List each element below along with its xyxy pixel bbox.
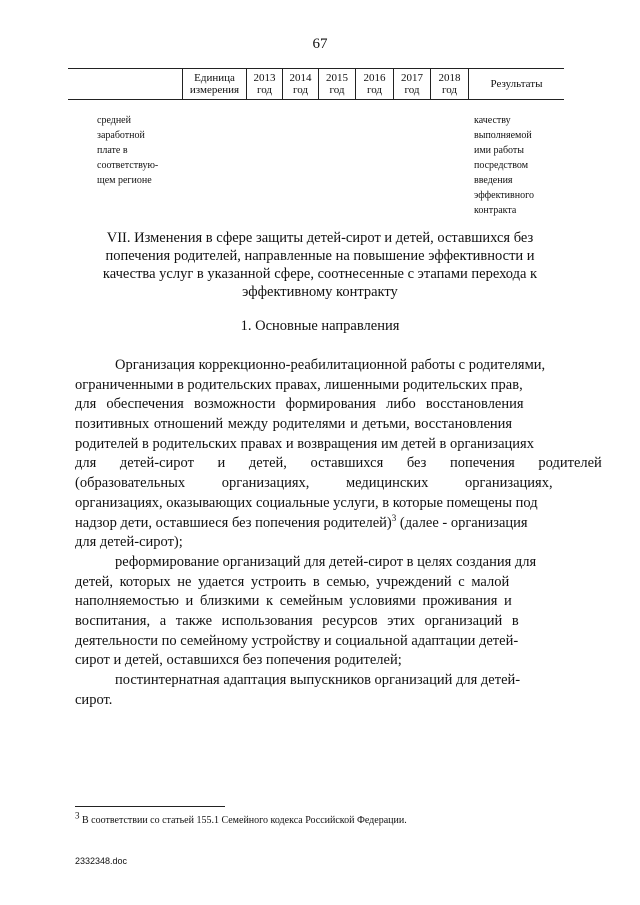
year-header-2018 bbox=[430, 69, 468, 99]
subsection-title: 1. Основные направления bbox=[240, 318, 400, 334]
year-header-2016 bbox=[355, 69, 393, 99]
results-line: ими работы bbox=[474, 145, 525, 156]
indicator-line: средней bbox=[97, 115, 131, 126]
year-header-2014 bbox=[282, 69, 318, 99]
indicator-line: плате в bbox=[97, 145, 128, 156]
section-title-line: эффективному контракту bbox=[242, 284, 398, 300]
paragraph-text: надзор дети, оставшиеся без попечения родителей) bbox=[75, 514, 392, 531]
year-label: 2017 bbox=[401, 72, 423, 84]
paragraph-line: родителей в родительских правах и возвращения им детей в организациях bbox=[75, 435, 534, 452]
results-header bbox=[468, 69, 564, 99]
paragraph-line: ограниченными в родительских правах, лишенными родительских прав, bbox=[75, 376, 523, 393]
paragraph-text: (далее - организация bbox=[399, 514, 528, 531]
paragraph-line: Организация коррекционно-реабилитационной работы с родителями, bbox=[115, 357, 546, 373]
year-unit: год bbox=[404, 84, 420, 96]
footnote bbox=[75, 810, 407, 826]
paragraph-line: детей, которых не удается устроить в семью, учреждений с малой bbox=[75, 573, 510, 590]
year-unit: год bbox=[366, 84, 383, 96]
footnote-mark: 3 bbox=[75, 810, 80, 821]
paragraph-line-with-footnote bbox=[75, 514, 560, 534]
paragraph-line: сирот и детей, оставшихся без попечения родителей; bbox=[75, 652, 402, 669]
year-unit: год bbox=[256, 84, 273, 96]
indicator-line: соответствую- bbox=[97, 160, 159, 171]
year-unit: год bbox=[329, 84, 345, 96]
year-unit: год bbox=[292, 84, 309, 96]
document-filename: 2332348.doc bbox=[75, 856, 128, 866]
year-label: 2016 bbox=[363, 72, 386, 84]
results-line: эффективного bbox=[474, 190, 534, 201]
year-label: 2014 bbox=[289, 72, 312, 84]
section-title-line: качества услуг в указанной сфере, соотнесенные с этапами перехода к bbox=[102, 266, 538, 282]
paragraph-line: для обеспечения возможности формирования либо восстановления bbox=[75, 396, 524, 413]
paragraph-line: наполняемостью и близкими к семейным условиями проживания и bbox=[75, 593, 512, 610]
year-label: 2015 bbox=[326, 72, 348, 84]
section-title bbox=[90, 229, 550, 301]
results-line: введения bbox=[474, 175, 513, 186]
year-header-2015 bbox=[318, 69, 355, 99]
unit-header-line1: Единица bbox=[194, 72, 235, 84]
paragraph-line: позитивных отношений между родителями и детьми, восстановления bbox=[75, 416, 513, 433]
results-line: контракта bbox=[474, 205, 517, 216]
results-cell bbox=[474, 113, 564, 218]
body-text bbox=[75, 356, 602, 710]
indicator-line: щем регионе bbox=[97, 175, 152, 186]
results-header-label: Результаты bbox=[490, 78, 543, 90]
paragraph-line: реформирование организаций для детей-сирот в целях создания для bbox=[115, 553, 537, 570]
table-header bbox=[68, 68, 564, 100]
footnote-divider bbox=[75, 806, 225, 807]
paragraph-line: воспитания, а также использования ресурсов этих организаций в bbox=[75, 612, 519, 629]
results-line: качеству bbox=[474, 115, 511, 126]
section-title-line: попечения родителей, направленные на повышение эффективности и bbox=[105, 248, 535, 264]
footnote-text: В соответствии со статьей 155.1 Семейного кодекса Российской Федерации. bbox=[82, 815, 407, 826]
results-line: посредством bbox=[474, 160, 529, 171]
paragraph-line: для детей-сирот); bbox=[75, 534, 183, 551]
footnote-reference[interactable]: 3 bbox=[391, 512, 397, 523]
results-line: выполняемой bbox=[474, 130, 532, 141]
year-label: 2013 bbox=[253, 72, 276, 84]
paragraph-line: организациях, оказывающих социальные услуги, в которые помещены под bbox=[75, 494, 538, 511]
paragraph-line: (образовательных организациях, медицинских организациях, bbox=[75, 475, 553, 492]
page-number: 67 bbox=[312, 36, 328, 52]
year-header-2017 bbox=[393, 69, 430, 99]
indicator-cell bbox=[97, 113, 207, 188]
year-label: 2018 bbox=[438, 72, 461, 84]
paragraph-line: сирот. bbox=[75, 691, 113, 708]
year-header-2013 bbox=[246, 69, 282, 99]
section-title-line: VII. Изменения в сфере защиты детей-сирот и детей, оставшихся без bbox=[106, 230, 534, 246]
unit-header-line2: измерения bbox=[189, 84, 240, 96]
year-unit: год bbox=[441, 84, 458, 96]
indicator-line: заработной bbox=[97, 130, 145, 141]
paragraph-line: для детей-сирот и детей, оставшихся без попечения родителей bbox=[75, 455, 602, 472]
paragraph-line: деятельности по семейному устройству и социальной адаптации детей- bbox=[75, 632, 519, 649]
paragraph-line: постинтернатная адаптация выпускников организаций для детей- bbox=[115, 672, 521, 688]
unit-header bbox=[182, 69, 246, 99]
